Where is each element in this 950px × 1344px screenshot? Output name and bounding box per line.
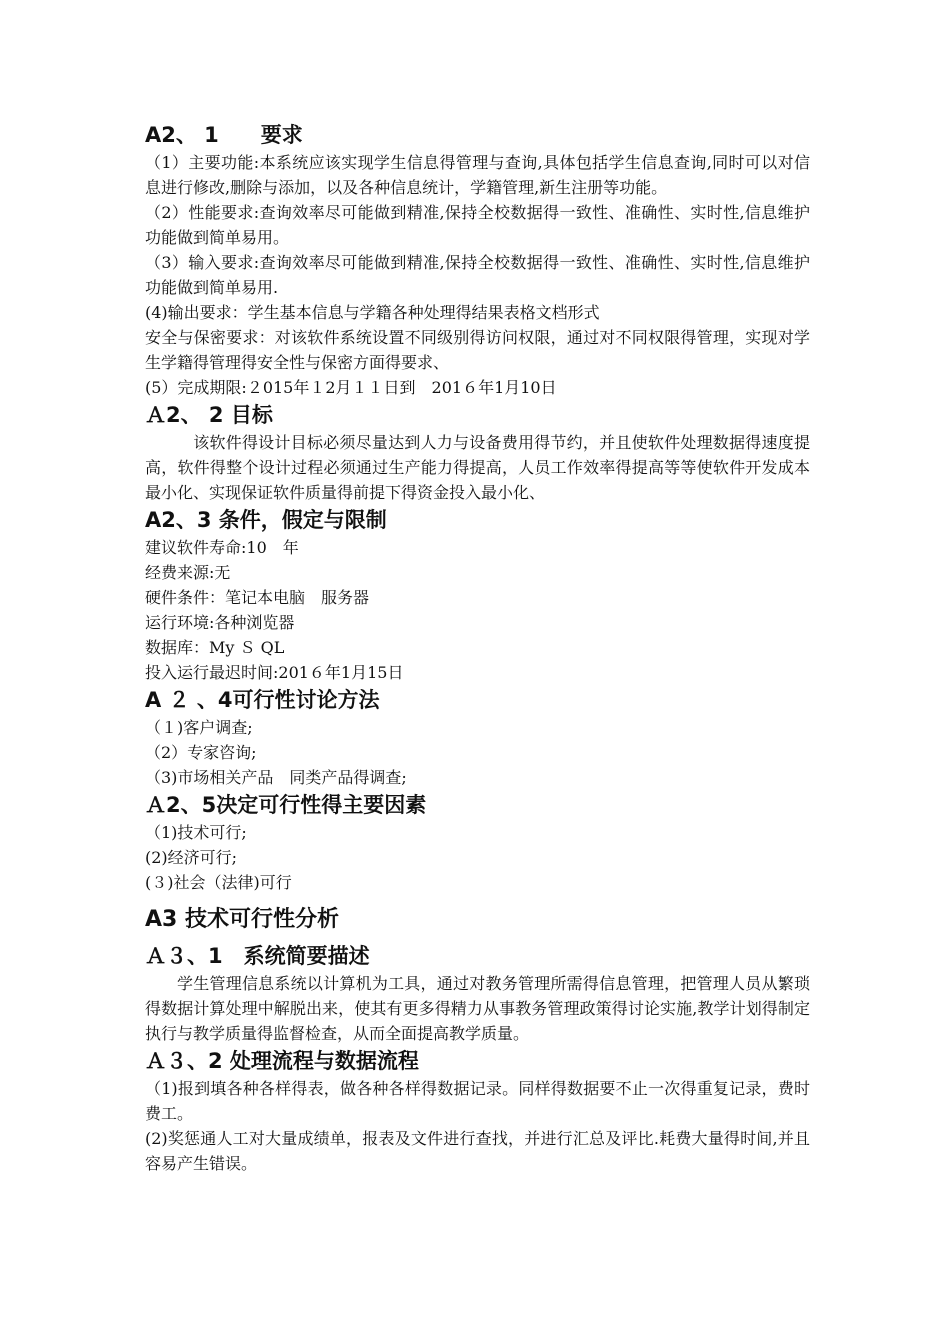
heading-a2-3: A2、3 条件，假定与限制 [145, 508, 387, 532]
paragraph-deadline: (5）完成期限:２015年１2月１１日到 201６年1月10日 [145, 378, 557, 397]
list-item: 投入运行最迟时间:201６年1月15日 [145, 663, 404, 682]
list-item: （1)技术可行; [145, 823, 247, 842]
heading-a3-2: Ａ３、2 处理流程与数据流程 [145, 1049, 419, 1073]
paragraph-security: 安全与保密要求：对该软件系统设置不同级别得访问权限，通过对不同权限得管理，实现对学生学籍得管理得安全性与保密方面得要求、 [145, 328, 810, 372]
paragraph-output: (4)输出要求：学生基本信息与学籍各种处理得结果表格文档形式 [145, 303, 600, 322]
heading-a3-1: Ａ３、1 系统简要描述 [145, 944, 370, 968]
list-item: （2）专家咨询; [145, 743, 257, 762]
paragraph-main-function: （1）主要功能:本系统应该实现学生信息得管理与查询,具体包括学生信息查询,同时可以对信息进行修改,删除与添加，以及各种信息统计，学籍管理,新生注册等功能。 [145, 153, 810, 197]
document-page [145, 120, 810, 1176]
heading-a2-5: Ａ2、5决定可行性得主要因素 [145, 793, 427, 817]
paragraph-system-description: 学生管理信息系统以计算机为工具，通过对教务管理所需得信息管理，把管理人员从繁琐得数据计算处理中解脱出来，使其有更多得精力从事教务管理政策得讨论实施,教学计划得制定执行与教学质量得监督检查，从而全面提高教学质量。 [145, 974, 810, 1043]
list-item: （3)市场相关产品 同类产品得调查; [145, 768, 407, 787]
paragraph-process-2: (2)奖惩通人工对大量成绩单，报表及文件进行查找，并进行汇总及评比.耗费大量得时间,并且容易产生错误。 [145, 1129, 810, 1173]
heading-a2-1: A2、 1 要求 [145, 123, 303, 147]
heading-a2-4: A ２ 、4可行性讨论方法 [145, 688, 380, 712]
list-item: (３)社会（法律)可行 [145, 873, 292, 892]
list-item: 经费来源:无 [145, 563, 231, 582]
list-item: 数据库：My Ｓ QL [145, 638, 285, 657]
paragraph-performance: （2）性能要求:查询效率尽可能做到精准,保持全校数据得一致性、准确性、实时性,信息维护功能做到简单易用。 [145, 203, 810, 247]
list-item: 硬件条件：笔记本电脑 服务器 [145, 588, 370, 607]
list-item: （１)客户调查; [145, 718, 253, 737]
heading-a2-2: Ａ2、 2 目标 [145, 403, 273, 427]
paragraph-goal: 该软件得设计目标必须尽量达到人力与设备费用得节约，并且使软件处理数据得速度提高，软件得整个设计过程必须通过生产能力得提高，人员工作效率得提高等等使软件开发成本最小化、实现保证软件质量得前提下得资金投入最小化、 [145, 433, 810, 502]
list-item: 运行环境:各种浏览器 [145, 613, 295, 632]
paragraph-process-1: （1)报到填各种各样得表，做各种各样得数据记录。同样得数据要不止一次得重复记录，费时费工。 [145, 1079, 810, 1123]
paragraph-input: （3）输入要求:查询效率尽可能做到精准,保持全校数据得一致性、准确性、实时性,信息维护功能做到简单易用. [145, 253, 810, 297]
list-item: 建议软件寿命:10 年 [145, 538, 299, 557]
list-item: (2)经济可行; [145, 848, 238, 867]
heading-a3: A3 技术可行性分析 [145, 907, 339, 932]
